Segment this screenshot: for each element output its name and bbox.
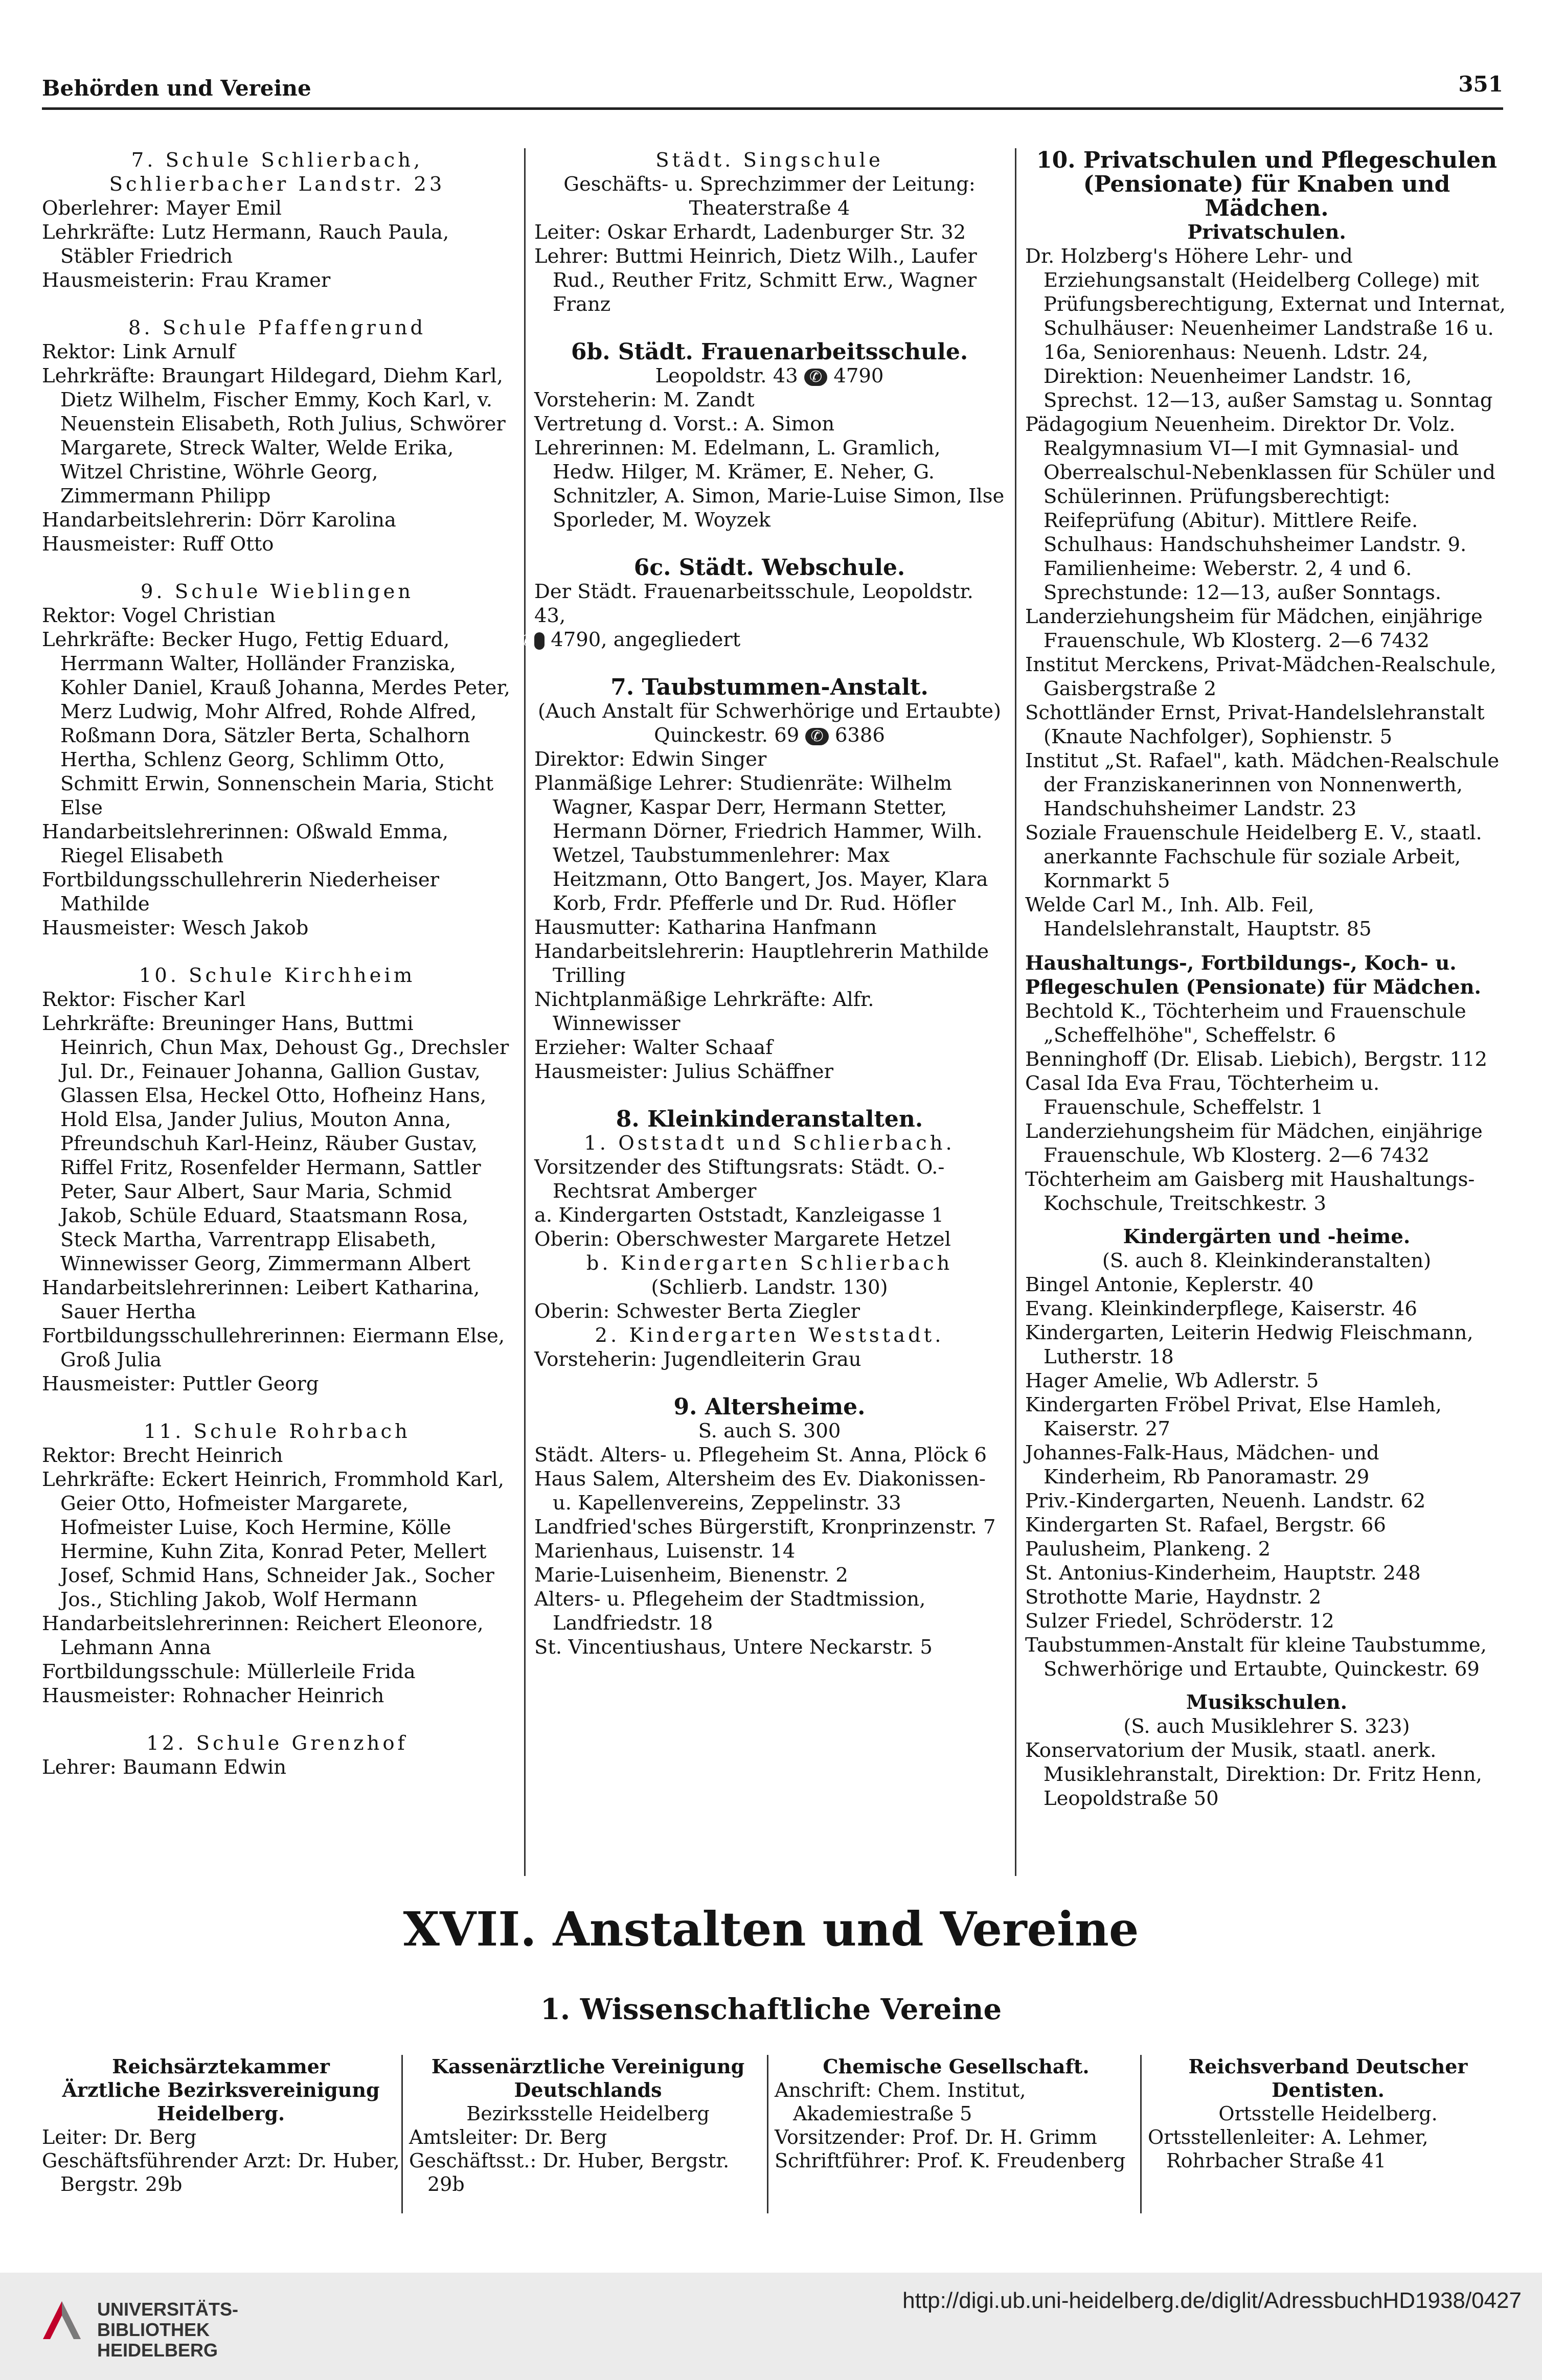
column-divider: [401, 2055, 403, 2213]
taubstummen-title: 7. Taubstummen-Anstalt.: [610, 674, 928, 700]
address: Leopoldstr. 43: [655, 364, 798, 387]
singschule-subtitle: Geschäfts- u. Sprechzimmer der Leitung: Theaterstraße 4: [563, 173, 976, 220]
school-7-address: Schlierbacher Landstr. 23: [109, 173, 445, 196]
entry-line: Hausmutter: Katharina Hanfmann: [534, 916, 877, 939]
entry-line: Direktor: Edwin Singer: [534, 748, 767, 771]
entry-line: Strothotte Marie, Haydnstr. 2: [1025, 1586, 1322, 1609]
association-subname: Bezirksstelle Heidelberg: [466, 2102, 710, 2125]
entry-line: Fortbildungsschullehrerin Niederheiser Mathilde: [42, 868, 440, 916]
webschule-text: Der Städt. Frauenarbeitsschule, Leopoldstr. 43,: [534, 580, 973, 627]
entry-line: Pädagogium Neuenheim. Direktor Dr. Volz. Realgymnasium VI—I mit Gymnasial- und Oberrealschul-Nebenklassen für Schüler und Schülerinnen. Prüfungsberechtigt: Reifeprüfung (Abitur). Mittlere Reife. Schulhaus: Handschuhsheimer Landstr. 9. Familienheime: Weberstr. 2, 4 und 6. Sprechstunde: 12—13, außer Sonntags.: [1025, 413, 1495, 604]
entry-line: Vorsitzender des Stiftungsrats: Städt. O.-Rechtsrat Amberger: [534, 1156, 945, 1203]
kindergaerten-subheading: (S. auch 8. Kleinkinderanstalten): [1102, 1249, 1432, 1272]
entry-line: Planmäßige Lehrer: Studienräte: Wilhelm Wagner, Kaspar Derr, Hermann Stetter, Hermann Dörner, Friedrich Hammer, Wilh. Wetzel, Taubstummenlehrer: Max Heitzmann, Otto Bangert, Jos. Mayer, Klara Korb, Frdr. Pfefferle und Dr. Rud. Höfler: [534, 772, 988, 915]
entry-line: Marie-Luisenheim, Bienenstr. 2: [534, 1564, 848, 1587]
association-chemische-gesellschaft: [775, 2055, 1138, 2172]
entry-line: Ortsstellenleiter: A. Lehmer, Rohrbacher Straße 41: [1148, 2126, 1428, 2172]
telephone-icon: ✆: [804, 369, 827, 386]
entry-line: Geschäftsführender Arzt: Dr. Huber, Bergstr. 29b: [42, 2149, 400, 2195]
entry-line: Taubstummen-Anstalt für kleine Taubstumme, Schwerhörige und Ertaubte, Quinckestr. 69: [1025, 1634, 1487, 1681]
entry-line: Haus Salem, Altersheim des Ev. Diakonissen- u. Kapellenvereins, Zeppelinstr. 33: [534, 1468, 986, 1515]
entry-line: Marienhaus, Luisenstr. 14: [534, 1540, 796, 1563]
phone-number: 4790: [833, 364, 884, 387]
association-kassenaerztliche: [409, 2055, 767, 2196]
column-divider: [524, 148, 526, 1876]
altersheime-subtitle: S. auch S. 300: [698, 1420, 841, 1443]
entry-line: Schottländer Ernst, Privat-Handelslehranstalt (Knaute Nachfolger), Sophienstr. 5: [1025, 701, 1485, 748]
column-2: [521, 148, 1005, 1659]
library-name-line: BIBLIOTHEK: [97, 2319, 210, 2340]
entry-line: Töchterheim am Gaisberg mit Haushaltungs-Kochschule, Treitschkestr. 3: [1025, 1168, 1475, 1215]
entry-line: Lehrer: Buttmi Heinrich, Dietz Wilh., Laufer Rud., Reuther Fritz, Schmitt Erw., Wagner Franz: [534, 245, 977, 316]
header-rule: [42, 107, 1503, 110]
entry-line: Geschäftsst.: Dr. Huber, Bergstr. 29b: [409, 2149, 730, 2195]
entry-line: Lehrkräfte: Lutz Hermann, Rauch Paula, Stäbler Friedrich: [42, 221, 449, 268]
entry-line: Alters- u. Pflegeheim der Stadtmission, Landfriedstr. 18: [534, 1588, 926, 1635]
kleinkinder-sub1: 1. Oststadt und Schlierbach.: [584, 1132, 955, 1155]
entry-line: Rektor: Fischer Karl: [42, 988, 246, 1011]
entry-line: Amtsleiter: Dr. Berg: [409, 2126, 607, 2148]
entry-line: Vorsteherin: Jugendleiterin Grau: [534, 1348, 861, 1371]
entry-line: Fortbildungsschullehrerinnen: Eiermann Else, Groß Julia: [42, 1324, 505, 1371]
library-footer: [0, 2273, 1542, 2380]
entry-line: Kindergarten, Leiterin Hedwig Fleischmann, Lutherstr. 18: [1025, 1321, 1473, 1368]
entry-line: Vertretung d. Vorst.: A. Simon: [534, 413, 835, 436]
kleinkinder-title: 8. Kleinkinderanstalten.: [616, 1106, 923, 1132]
entry-line: Kindergarten Fröbel Privat, Else Hamleh, Kaiserstr. 27: [1025, 1393, 1442, 1440]
entry-line: Hausmeister: Ruff Otto: [42, 533, 274, 556]
association-reichsaerztekammer: [42, 2055, 400, 2196]
entry-line: Johannes-Falk-Haus, Mädchen- und Kinderheim, Rb Panoramastr. 29: [1025, 1441, 1379, 1489]
library-name-line: UNIVERSITÄTS-: [97, 2299, 239, 2320]
altersheime-title: 9. Altersheime.: [673, 1394, 866, 1420]
entry-line: Oberin: Schwester Berta Ziegler: [534, 1300, 860, 1323]
association-dentisten: [1148, 2055, 1508, 2172]
entry-line: Hausmeisterin: Frau Kramer: [42, 269, 331, 292]
taubstummen-address-line: [534, 723, 1005, 747]
entry-line: Lehrkräfte: Eckert Heinrich, Frommhold Karl, Geier Otto, Hofmeister Margarete, Hofmeister Luise, Koch Hermine, Kölle Hermine, Kuhn Zita, Konrad Peter, Mellert Josef, Schmid Hans, Schneider Jak., Socher Jos., Stichling Jakob, Wolf Hermann: [42, 1468, 505, 1611]
entry-line: Lehrkräfte: Breuninger Hans, Buttmi Heinrich, Chun Max, Dehoust Gg., Drechsler Jul. Dr., Feinauer Johanna, Gallion Gustav, Glassen Elsa, Heckel Otto, Hofheinz Hans, Hold Elsa, Jander Julius, Mouton Anna, Pfreundschuh Karl-Heinz, Räuber Gustav, Riffel Fritz, Rosenfelder Hermann, Sattler Peter, Saur Albert, Saur Maria, Schmid Jakob, Schüle Eduard, Staatsmann Rosa, Steck Martha, Varrentrapp Elisabeth, Winnewisser Georg, Zimmermann Albert: [42, 1012, 509, 1275]
webschule-title: 6c. Städt. Webschule.: [633, 555, 905, 581]
entry-line: Casal Ida Eva Frau, Töchterheim u. Frauenschule, Scheffelstr. 1: [1025, 1072, 1380, 1119]
singschule-title: Städt. Singschule: [655, 149, 883, 172]
entry-line: Leiter: Dr. Berg: [42, 2126, 197, 2148]
entry-line: Hausmeister: Julius Schäffner: [534, 1060, 833, 1083]
entry-line: Benninghoff (Dr. Elisab. Liebich), Bergstr. 112: [1025, 1048, 1488, 1071]
entry-line: Handarbeitslehrerin: Dörr Karolina: [42, 509, 396, 532]
entry-line: Handarbeitslehrerinnen: Leibert Katharina, Sauer Hertha: [42, 1276, 480, 1323]
kleinkinder-sub2: 2. Kindergarten Weststadt.: [595, 1324, 944, 1347]
column-3: [1025, 148, 1508, 1811]
kindergarten-schlierbach: b. Kindergarten Schlierbach: [586, 1252, 953, 1275]
header-title: Behörden und Vereine: [42, 76, 311, 101]
entry-line: Bingel Antonie, Keplerstr. 40: [1025, 1273, 1314, 1296]
association-subname: Ortsstelle Heidelberg.: [1218, 2102, 1438, 2125]
entry-line: Soziale Frauenschule Heidelberg E. V., staatl. anerkannte Fachschule für soziale Arbeit, Kornmarkt 5: [1025, 821, 1482, 892]
entry-line: Hausmeister: Puttler Georg: [42, 1372, 319, 1395]
entry-line: Rektor: Brecht Heinrich: [42, 1444, 283, 1467]
telephone-icon: ✆: [805, 728, 828, 745]
frauenarbeitsschule-address-line: [534, 364, 1005, 388]
entry-line: Handarbeitslehrerinnen: Reichert Eleonore, Lehmann Anna: [42, 1612, 484, 1659]
page-number: 351: [1458, 72, 1503, 97]
entry-line: Leiter: Oskar Erhardt, Ladenburger Str. 32: [534, 221, 966, 244]
section-title: XVII. Anstalten und Vereine: [403, 1902, 1139, 1957]
taubstummen-subtitle: (Auch Anstalt für Schwerhörige und Ertaubte): [537, 700, 1002, 723]
entry-line: Hager Amelie, Wb Adlerstr. 5: [1025, 1369, 1319, 1392]
entry-line: Hausmeister: Rohnacher Heinrich: [42, 1684, 384, 1707]
entry-line: Lehrer: Baumann Edwin: [42, 1756, 287, 1779]
entry-line: Sulzer Friedel, Schröderstr. 12: [1025, 1610, 1334, 1633]
school-9-title: 9. Schule Wieblingen: [140, 580, 414, 603]
phone-number: 6386: [834, 724, 885, 747]
entry-line: Vorsitzender: Prof. Dr. H. Grimm: [775, 2126, 1097, 2148]
entry-line: Anschrift: Chem. Institut, Akademiestraße 5: [775, 2079, 1026, 2125]
entry-line: Kindergarten St. Rafael, Bergstr. 66: [1025, 1514, 1386, 1537]
column-divider: [1140, 2055, 1142, 2213]
entry-line: Lehrkräfte: Becker Hugo, Fettig Eduard, Herrmann Walter, Holländer Franziska, Kohler Daniel, Krauß Johanna, Merdes Peter, Merz Ludwig, Mohr Alfred, Rohde Alfred, Roßmann Dora, Sätzler Berta, Schalhorn Hertha, Schlenz Georg, Schlimm Otto, Schmitt Erwin, Sonnenschein Maria, Sticht Else: [42, 628, 510, 819]
association-subname: Ärztliche Bezirksvereinigung Heidelberg.: [62, 2078, 380, 2125]
privatschulen-heading: Privatschulen.: [1187, 221, 1346, 244]
column-1: [42, 148, 512, 1779]
frauenarbeitsschule-title: 6b. Städt. Frauenarbeitsschule.: [571, 339, 968, 365]
entry-line: Erzieher: Walter Schaaf: [534, 1036, 773, 1059]
webschule-phone-line: [521, 628, 1005, 652]
haushaltung-heading: Haushaltungs-, Fortbildungs-, Koch- u. Pflegeschulen (Pensionate) für Mädchen.: [1025, 952, 1481, 999]
entry-line: Institut „St. Rafael", kath. Mädchen-Realschule der Franziskanerinnen von Nonnenwerth, Handschuhsheimer Landstr. 23: [1025, 749, 1500, 820]
entry-line: a. Kindergarten Oststadt, Kanzleigasse 1: [534, 1204, 944, 1227]
entry-line: Konservatorium der Musik, staatl. anerk. Musiklehranstalt, Direktion: Dr. Fritz Henn, Leopoldstraße 50: [1025, 1739, 1482, 1810]
kindergaerten-heading: Kindergärten und -heime.: [1123, 1225, 1411, 1248]
column-divider: [767, 2055, 768, 2213]
source-url-link[interactable]: http://digi.ub.uni-heidelberg.de/diglit/AdressbuchHD1938/0427: [902, 2288, 1522, 2313]
association-name: Reichsverband Deutscher Dentisten.: [1188, 2055, 1468, 2101]
telephone-icon: ✆: [534, 632, 545, 650]
entry-line: Vorsteherin: M. Zandt: [534, 388, 755, 411]
entry-line: Landerziehungsheim für Mädchen, einjährige Frauenschule, Wb Klosterg. 2—6 7432: [1025, 1120, 1483, 1167]
entry-line: Handarbeitslehrerinnen: Oßwald Emma, Riegel Elisabeth: [42, 820, 449, 867]
entry-line: Landerziehungsheim für Mädchen, einjährige Frauenschule, Wb Klosterg. 2—6 7432: [1025, 605, 1483, 652]
school-7-title: 7. Schule Schlierbach,: [131, 149, 423, 172]
school-11-title: 11. Schule Rohrbach: [144, 1420, 411, 1443]
entry-line: Evang. Kleinkinderpflege, Kaiserstr. 46: [1025, 1297, 1417, 1320]
school-10-title: 10. Schule Kirchheim: [139, 964, 416, 987]
association-name: Reichsärztekammer: [112, 2055, 330, 2078]
school-8-title: 8. Schule Pfaffengrund: [128, 316, 426, 339]
privatschulen-section-title: 10. Privatschulen und Pflegeschulen (Pensionate) für Knaben und Mädchen.: [1036, 147, 1497, 221]
entry-line: Rektor: Link Arnulf: [42, 340, 235, 363]
entry-line: Oberlehrer: Mayer Emil: [42, 197, 282, 220]
library-name-line: HEIDELBERG: [97, 2340, 218, 2361]
entry-line: Welde Carl M., Inh. Alb. Feil, Handelslehranstalt, Hauptstr. 85: [1025, 894, 1372, 941]
phone-number: 4790, angegliedert: [551, 628, 741, 651]
column-divider: [1015, 148, 1016, 1876]
entry-line: St. Antonius-Kinderheim, Hauptstr. 248: [1025, 1562, 1421, 1585]
entry-line: Institut Merckens, Privat-Mädchen-Realschule, Gaisbergstraße 2: [1025, 653, 1496, 700]
address: Quinckestr. 69: [654, 724, 800, 747]
section-subtitle: 1. Wissenschaftliche Vereine: [540, 1993, 1002, 2026]
entry-line: Hausmeister: Wesch Jakob: [42, 917, 309, 940]
entry-line: Oberin: Oberschwester Margarete Hetzel: [534, 1228, 951, 1251]
entry-line: Lehrkräfte: Braungart Hildegard, Diehm Karl, Dietz Wilhelm, Fischer Emmy, Koch Karl, v. Neuenstein Elisabeth, Roth Julius, Schwörer Margarete, Streck Walter, Welde Erika, Witzel Christine, Wöhrle Georg, Zimmermann Philipp: [42, 364, 506, 508]
library-logo-icon: [40, 2298, 84, 2342]
entry-line: St. Vincentiushaus, Untere Neckarstr. 5: [534, 1636, 933, 1659]
entry-line: Lehrerinnen: M. Edelmann, L. Gramlich, Hedw. Hilger, M. Krämer, E. Neher, G. Schnitzler, A. Simon, Marie-Luise Simon, Ilse Sporleder, M. Woyzek: [534, 437, 1005, 532]
entry-line: Nichtplanmäßige Lehrkräfte: Alfr. Winnewisser: [534, 988, 874, 1035]
entry-line: Landfried'sches Bürgerstift, Kronprinzenstr. 7: [534, 1516, 996, 1539]
entry-line: Paulusheim, Plankeng. 2: [1025, 1538, 1271, 1561]
kindergarten-schlierbach-address: (Schlierb. Landstr. 130): [651, 1276, 888, 1299]
association-name: Kassenärztliche Vereinigung Deutschlands: [431, 2055, 745, 2101]
entry-line: Fortbildungsschule: Müllerleile Frida: [42, 1660, 416, 1683]
entry-line: Schriftführer: Prof. K. Freudenberg: [775, 2149, 1126, 2172]
library-name: [97, 2299, 238, 2361]
entry-line: Priv.-Kindergarten, Neuenh. Landstr. 62: [1025, 1490, 1426, 1513]
entry-line: Handarbeitslehrerin: Hauptlehrerin Mathilde Trilling: [534, 940, 989, 987]
entry-line: Dr. Holzberg's Höhere Lehr- und Erziehungsanstalt (Heidelberg College) mit Prüfungsberechtigung, Externat und Internat, Schulhäuser: Neuenheimer Landstraße 16 u. 16a, Seniorenhaus: Neuenh. Ldstr. 24, Direktion: Neuenheimer Landstr. 16, Sprechst. 12—13, außer Samstag u. Sonntag: [1025, 245, 1506, 412]
musikschulen-subheading: (S. auch Musiklehrer S. 323): [1123, 1715, 1410, 1738]
musikschulen-heading: Musikschulen.: [1186, 1691, 1348, 1714]
entry-line: Bechtold K., Töchterheim und Frauenschule „Scheffelhöhe", Scheffelstr. 6: [1025, 1000, 1466, 1047]
association-name: Chemische Gesellschaft.: [823, 2055, 1090, 2078]
entry-line: Rektor: Vogel Christian: [42, 604, 276, 627]
school-12-title: 12. Schule Grenzhof: [146, 1732, 408, 1755]
entry-line: Städt. Alters- u. Pflegeheim St. Anna, Plöck 6: [534, 1444, 987, 1467]
